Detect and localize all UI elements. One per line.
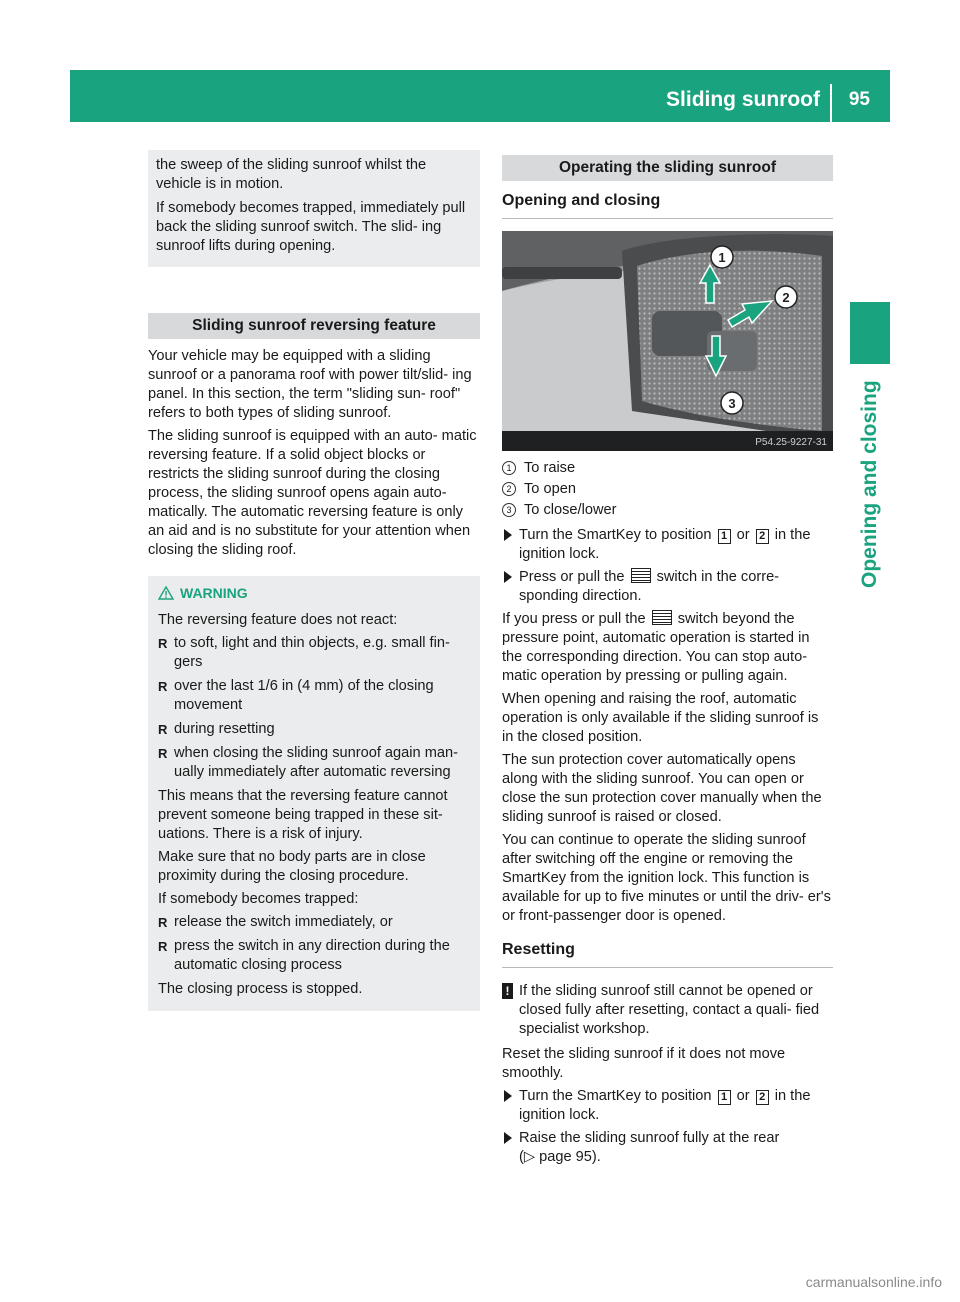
reset-para: Reset the sliding sunroof if it does not move smoothly. xyxy=(502,1046,786,1081)
step-arrow-icon xyxy=(504,1090,512,1102)
step-press-switch: Press or pull the switch in the corre- sponding direction. xyxy=(502,568,833,606)
sunroof-switch-icon xyxy=(652,610,672,625)
watermark: carmanualsonline.info xyxy=(805,1274,942,1290)
list-item: R press the switch in any direction during the automatic closing process xyxy=(158,938,450,973)
chapter-tab xyxy=(850,302,890,364)
sunroof-switch-icon xyxy=(631,568,651,583)
warning-lead: The reversing feature does not react: xyxy=(158,612,398,628)
section-heading-operating: Operating the sliding sunroof xyxy=(502,155,833,181)
left-column xyxy=(148,150,480,1011)
reversing-para-1: Your vehicle may be equipped with a sliding sunroof or a panorama roof with power tilt/slid- ing panel. In this section, the term "sliding sun- roof" refers to both types of sliding sunroof. xyxy=(148,348,472,421)
running-title: Sliding sunroof xyxy=(666,88,820,111)
right-column xyxy=(502,155,833,1171)
page-reference-link[interactable]: (▷ page 95). xyxy=(519,1149,601,1165)
warning-para-1: This means that the reversing feature cannot prevent someone being trapped in these sit- uations. There is a risk of injury. xyxy=(158,788,448,842)
list-item: R when closing the sliding sunroof again man- ually immediately after automatic reversing xyxy=(158,745,458,780)
step-arrow-icon xyxy=(504,571,512,583)
intro-box xyxy=(148,150,480,267)
legend-item: 3 To close/lower xyxy=(502,501,833,520)
step-turn-key: Turn the SmartKey to position 1 or 2 in the ignition lock. xyxy=(502,526,833,564)
intro-text-1: the sweep of the sliding sunroof whilst the vehicle is in motion. xyxy=(156,157,427,192)
resetting-note: ! If the sliding sunroof still cannot be opened or closed fully after resetting, contact a quali- fied specialist workshop. xyxy=(502,982,833,1039)
position-key-1: 1 xyxy=(718,1090,731,1105)
subheading-resetting: Resetting xyxy=(502,940,833,968)
exclamation-icon: ! xyxy=(502,983,513,999)
intro-text-2: If somebody becomes trapped, immediately pull back the sliding sunroof switch. The slid- ing sunroof lifts during opening. xyxy=(156,200,466,254)
list-item: R during resetting xyxy=(158,721,275,737)
warning-triangle-icon xyxy=(158,586,174,600)
subheading-opening-closing: Opening and closing xyxy=(502,191,833,219)
reversing-para-2: The sliding sunroof is equipped with an auto- matic reversing feature. If a solid object blocks or restricts the sliding sunroof during the closing process, the sliding sunroof opens again auto- matically. The automatic reversing feature is only an aid and is no substitute for your attention when closing the sliding roof. xyxy=(148,428,477,558)
step-raise-roof: Raise the sliding sunroof fully at the rear (▷ page 95). xyxy=(502,1129,833,1167)
figure-label-3: 3 xyxy=(728,396,736,411)
figure-label-1: 1 xyxy=(718,250,726,265)
header-separator xyxy=(830,84,832,122)
section-heading-reversing: Sliding sunroof reversing feature xyxy=(148,313,480,339)
legend-item: 1 To raise xyxy=(502,459,833,478)
operating-para-1: When opening and raising the roof, automatic operation is only available if the sliding sunroof is in the closed position. xyxy=(502,691,819,745)
list-item: R over the last 1/6 in (4 mm) of the closing movement xyxy=(158,678,434,713)
list-item: R to soft, light and thin objects, e.g. small fin- gers xyxy=(158,635,450,670)
step-arrow-icon xyxy=(504,1132,512,1144)
figure-label-2: 2 xyxy=(782,290,790,305)
chapter-label: Opening and closing xyxy=(858,380,881,588)
operating-para-2: The sun protection cover automatically opens along with the sliding sunroof. You can open or close the sun protection cover manually when the sliding sunroof is raised or closed. xyxy=(502,752,822,825)
sunroof-switch-figure xyxy=(502,231,833,451)
warning-para-3: If somebody becomes trapped: xyxy=(158,891,359,907)
position-key-2: 2 xyxy=(756,529,769,544)
warning-title xyxy=(158,584,470,603)
step-arrow-icon xyxy=(504,529,512,541)
figure-code: P54.25-9227-31 xyxy=(755,437,827,448)
warning-para-2: Make sure that no body parts are in close proximity during the closing procedure. xyxy=(158,849,426,884)
legend-item: 2 To open xyxy=(502,480,833,499)
position-key-1: 1 xyxy=(718,529,731,544)
step-turn-key-reset: Turn the SmartKey to position 1 or 2 in the ignition lock. xyxy=(502,1087,833,1125)
warning-para-4: The closing process is stopped. xyxy=(158,981,363,997)
position-key-2: 2 xyxy=(756,1090,769,1105)
page-number: 95 xyxy=(848,89,870,110)
warning-box xyxy=(148,576,480,1011)
figure-illustration xyxy=(502,231,833,451)
switch-para: If you press or pull the switch beyond the pressure point, automatic operation is started in the corresponding direction. You can stop auto- matic operation by pressing or pulling again. xyxy=(502,611,810,684)
list-item: R release the switch immediately, or xyxy=(158,914,393,930)
operating-para-3: You can continue to operate the sliding sunroof after switching off the engine or removing the SmartKey from the ignition lock. This function is available for up to five minutes or until the driv- er's or front-passenger door is opened. xyxy=(502,832,831,924)
header-bar xyxy=(70,70,890,122)
warning-label: WARNING xyxy=(180,585,248,601)
